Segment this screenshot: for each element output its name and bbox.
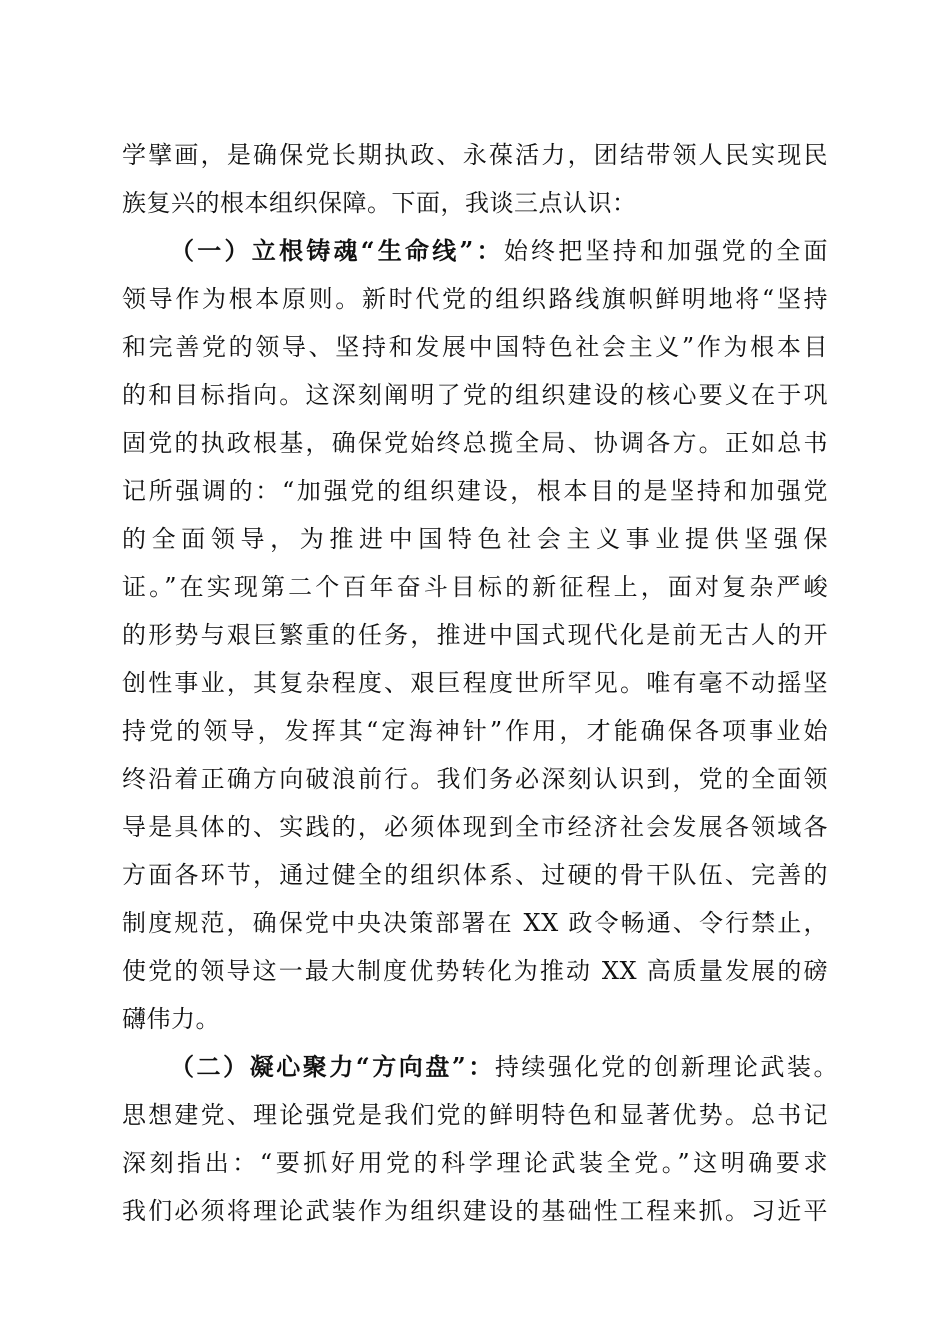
text-line: 固党的执政根基，确保党始终总揽全局、协调各方。正如总书 bbox=[122, 429, 828, 457]
text-line: 深刻指出：“要抓好用党的科学理论武装全党。”这明确要求 bbox=[122, 1149, 828, 1177]
text-line: 的形势与艰巨繁重的任务，推进中国式现代化是前无古人的开 bbox=[122, 621, 828, 649]
text-line: 证。”在实现第二个百年奋斗目标的新征程上，面对复杂严峻 bbox=[122, 573, 828, 601]
section-one-heading: （一）立根铸魂“生命线”： bbox=[170, 236, 504, 265]
text-line: 和完善党的领导、坚持和发展中国特色社会主义”作为根本目 bbox=[122, 333, 828, 361]
section-one-line bbox=[170, 232, 828, 270]
text-line: 记所强调的：“加强党的组织建设，根本目的是坚持和加强党 bbox=[122, 477, 828, 505]
section-two-heading: （二）凝心聚力“方向盘”： bbox=[170, 1052, 495, 1081]
text-line: 终沿着正确方向破浪前行。我们务必深刻认识到，党的全面领 bbox=[122, 765, 828, 793]
text-line: 方面各环节，通过健全的组织体系、过硬的骨干队伍、完善的 bbox=[122, 861, 828, 889]
text-line: 的和目标指向。这深刻阐明了党的组织建设的核心要义在于巩 bbox=[122, 381, 828, 409]
text-line: 导是具体的、实践的，必须体现到全市经济社会发展各领域各 bbox=[122, 813, 828, 841]
text-line: 礴伟力。 bbox=[122, 1005, 220, 1033]
section-one-lead: 始终把坚持和加强党的全面 bbox=[503, 237, 829, 265]
text-line: 我们必须将理论武装作为组织建设的基础性工程来抓。习近平 bbox=[122, 1197, 828, 1225]
text-line: 持党的领导，发挥其“定海神针”作用，才能确保各项事业始 bbox=[122, 717, 828, 745]
section-two-line bbox=[170, 1048, 838, 1086]
text-line: 使党的领导这一最大制度优势转化为推动 XX 高质量发展的磅 bbox=[122, 957, 828, 985]
text-line: 思想建党、理论强党是我们党的鲜明特色和显著优势。总书记 bbox=[122, 1101, 828, 1129]
text-line: 领导作为根本原则。新时代党的组织路线旗帜鲜明地将“坚持 bbox=[122, 285, 828, 313]
text-line: 制度规范，确保党中央决策部署在 XX 政令畅通、令行禁止， bbox=[122, 909, 828, 937]
text-line: 创性事业，其复杂程度、艰巨程度世所罕见。唯有毫不动摇坚 bbox=[122, 669, 828, 697]
text-line: 的全面领导，为推进中国特色社会主义事业提供坚强保 bbox=[122, 525, 828, 553]
section-two-lead: 持续强化党的创新理论武装。 bbox=[494, 1053, 839, 1081]
text-line: 族复兴的根本组织保障。下面，我谈三点认识： bbox=[122, 189, 637, 217]
text-line: 学擘画，是确保党长期执政、永葆活力，团结带领人民实现民 bbox=[122, 141, 828, 169]
